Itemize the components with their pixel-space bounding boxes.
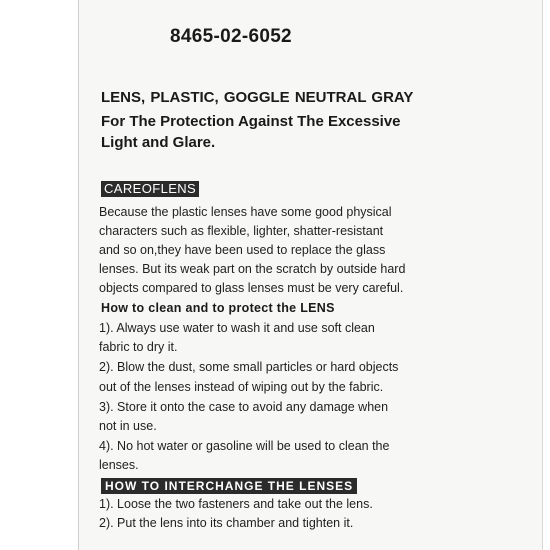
clean-step-line: not in use. [99,419,157,433]
clean-step-line: lenses. [99,458,139,472]
product-purpose-line1: For The Protection Against The Excessive [101,113,401,130]
part-number: 8465-02-6052 [170,26,292,47]
clean-step-line: fabric to dry it. [99,340,178,354]
interchange-step-line: 1). Loose the two fasteners and take out the lens. [99,497,373,511]
care-text-line: lenses. But its weak part on the scratch by outside hard [99,262,406,276]
clean-step-line: 4). No hot water or gasoline will be used to clean the [99,439,390,453]
care-text-line: objects compared to glass lenses must be very careful. [99,281,404,295]
care-text-line: Because the plastic lenses have some good physical [99,205,392,219]
clean-protect-heading: How to clean and to protect the LENS [101,301,335,315]
care-text-line: characters such as flexible, lighter, shatter-resistant [99,224,384,238]
care-of-lens-label: CAREOFLENS [101,181,199,197]
clean-step-line: 3). Store it onto the case to avoid any damage when [99,400,389,414]
care-text-line: and so on,they have been used to replace the glass [99,243,386,257]
clean-step-line: 1). Always use water to wash it and use soft clean [99,321,375,335]
interchange-step-line: 2). Put the lens into its chamber and tighten it. [99,516,354,530]
clean-step-line: out of the lenses instead of wiping out by the fabric. [99,380,384,394]
clean-step-line: 2). Blow the dust, some small particles or hard objects [99,360,399,374]
product-title: LENS, PLASTIC, GOGGLE NEUTRAL GRAY [101,89,414,106]
interchange-lenses-label: HOW TO INTERCHANGE THE LENSES [101,478,357,494]
product-purpose-line2: Light and Glare. [101,134,216,151]
